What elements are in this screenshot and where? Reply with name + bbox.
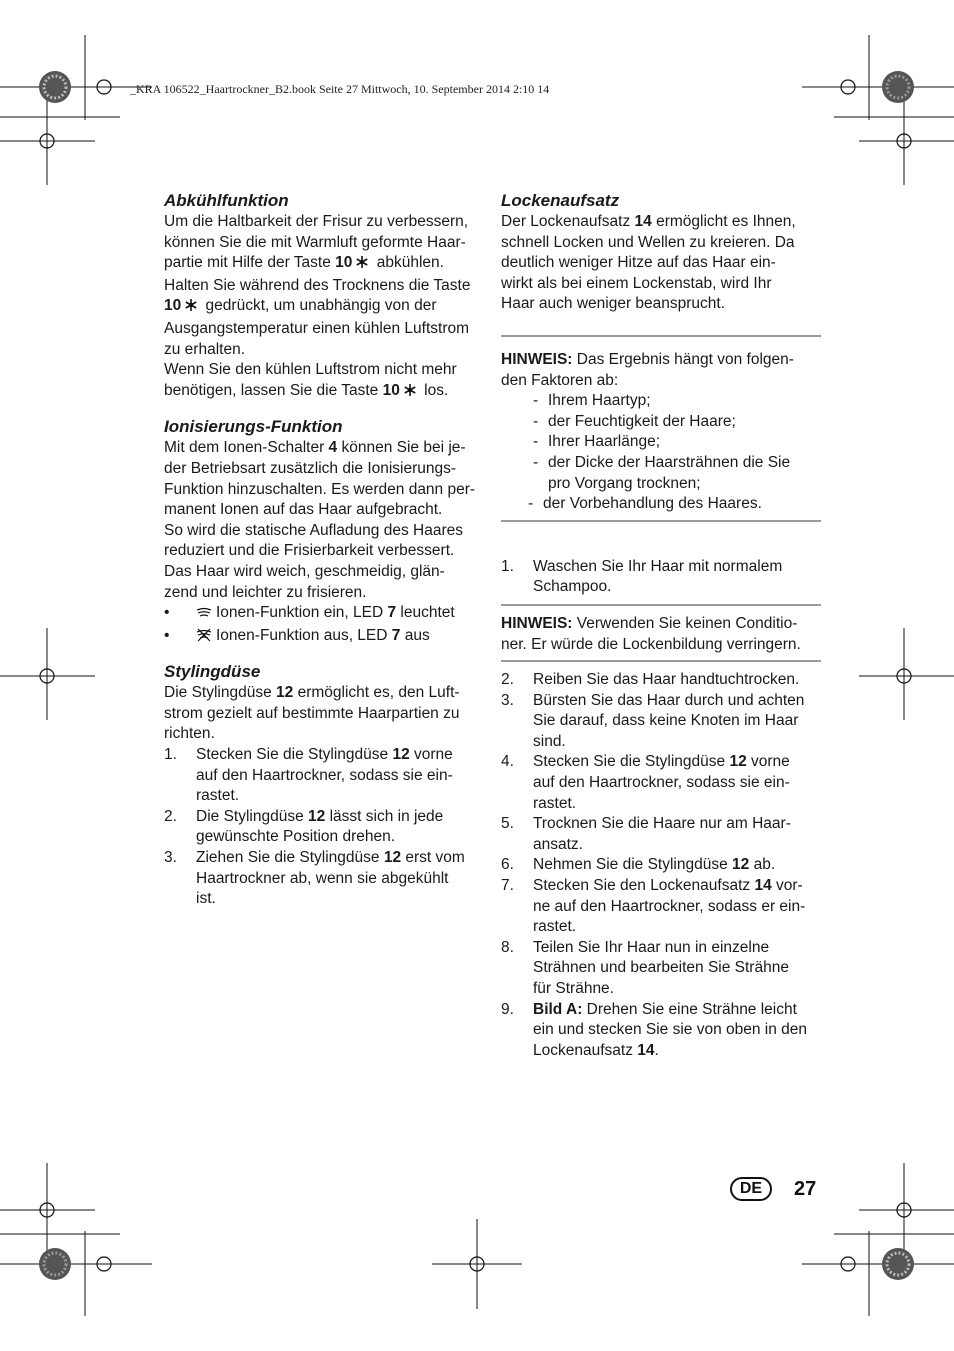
text-line: der Betriebsart zusätzlich die Ionisierungs- [164,459,457,477]
text-line: schnell Locken und Wellen zu kreieren. Da [501,233,795,251]
language-badge: DE [730,1177,772,1201]
list-item: 7. Stecken Sie den Lockenaufsatz 14 vor- ne auf den Haartrockner, sodass er ein- rastet. [501,877,806,936]
list-item: 5. Trocknen Sie die Haare nur am Haar- ansatz. [501,815,791,853]
left-column [164,190,484,910]
text-line: den Faktoren ab: [501,371,619,389]
list-item: 1. Stecken Sie die Stylingdüse 12 vorne auf den Haartrockner, sodass sie ein- rastet. [164,746,453,805]
text-line: benötigen, lassen Sie die Taste 10 los. [164,381,484,404]
text-line: Der Lockenaufsatz 14 ermöglicht es Ihnen, [501,213,796,230]
page-footer [730,1177,816,1201]
list-item: - Ihrer Haarlänge; [533,433,661,451]
text-line: zend und leichter zu frisieren. [164,583,367,601]
list-item: 3. Bürsten Sie das Haar durch und achten Sie darauf, dass keine Knoten im Haar sind. [501,691,805,750]
cool-shot-icon [355,255,369,276]
text-line: reduziert und die Frisierbarkeit verbessert. [164,542,455,560]
text-line: wirkt als bei einem Lockenstab, wird Ihr [501,274,772,292]
text-line: strom gezielt auf bestimmte Haarpartien zu [164,704,460,722]
ion-on-icon [195,605,213,626]
right-column [501,190,821,1061]
list-item: 6. Nehmen Sie die Stylingdüse 12 ab. [501,856,776,874]
list-item: - der Vorbehandlung des Haares. [528,495,762,513]
cool-shot-icon [184,298,198,319]
text-line: richten. [164,725,215,743]
text-line: ner. Er würde die Lockenbildung verringern. [501,635,801,653]
text-line: Die Stylingdüse 12 ermöglicht es, den Luft- [164,684,460,702]
heading-abkuehlfunktion: Abkühlfunktion [164,191,289,210]
list-item: - der Feuchtigkeit der Haare; [533,412,736,430]
list-item: 2. Reiben Sie das Haar handtuchtrocken. [501,671,800,689]
page-number: 27 [794,1177,817,1200]
heading-stylingduese: Stylingdüse [164,662,261,682]
text-line: manent Ionen auf das Haar aufgebracht. [164,501,443,519]
text-line: 10 gedrückt, um unabhängig von der [164,296,484,319]
text-line: partie mit Hilfe der Taste 10 abkühlen. [164,253,484,276]
list-item: 2. Die Stylingdüse 12 lässt sich in jede gewünschte Position drehen. [164,807,444,846]
list-item: - Ihrem Haartyp; [533,392,651,410]
list-item: - der Dicke der Haarsträhnen die Sie pro Vorgang trocknen; [533,453,791,492]
text-line: HINWEIS: Verwenden Sie keinen Conditio- [501,614,798,632]
text-line: zu erhalten. [164,340,245,358]
list-item: 4. Stecken Sie die Stylingdüse 12 vorne auf den Haartrockner, sodass sie ein- rastet. [501,753,790,812]
list-item: 9. Bild A: Drehen Sie eine Strähne leicht ein und stecken Sie sie von oben in den Lockenaufsatz 14. [501,1000,808,1059]
list-item: • Ionen-Funktion aus, LED 7 aus [164,626,484,649]
list-item: 3. Ziehen Sie die Stylingdüse 12 erst vom Haartrockner ab, wenn sie abgekühlt ist. [164,849,465,908]
text-line: Ausgangstemperatur einen kühlen Luftstrom [164,319,470,337]
text-line: Funktion hinzuschalten. Es werden dann per- [164,480,476,498]
cool-shot-icon [403,383,417,404]
text-line: Um die Haltbarkeit der Frisur zu verbessern, [164,213,469,230]
text-line: Haar auch weniger beansprucht. [501,295,726,313]
text-line: HINWEIS: Das Ergebnis hängt von folgen- [501,350,794,368]
text-line: So wird die statische Aufladung des Haares [164,521,463,539]
list-item: 1. Waschen Sie Ihr Haar mit normalem Schampoo. [501,557,783,596]
text-line: können Sie die mit Warmluft geformte Haar- [164,233,466,251]
text-line: Halten Sie während des Trocknens die Taste [164,276,471,294]
heading-ionisierungs-funktion: Ionisierungs-Funktion [164,417,343,437]
text-line: deutlich weniger Hitze auf das Haar ein- [501,254,776,272]
text-line: Mit dem Ionen-Schalter 4 können Sie bei je- [164,439,466,457]
list-item: 8. Teilen Sie Ihr Haar nun in einzelne Strähnen und bearbeiten Sie Strähne für Strähne. [501,938,789,997]
text-line: Wenn Sie den kühlen Luftstrom nicht mehr [164,361,457,379]
list-item: • Ionen-Funktion ein, LED 7 leuchtet [164,603,484,626]
print-header: _KRA 106522_Haartrockner_B2.book Seite 27 Mittwoch, 10. September 2014 2:10 14 [130,82,550,96]
text-line: Das Haar wird weich, geschmeidig, glän- [164,562,445,580]
ion-off-icon [195,628,213,649]
heading-lockenaufsatz: Lockenaufsatz [501,191,620,210]
